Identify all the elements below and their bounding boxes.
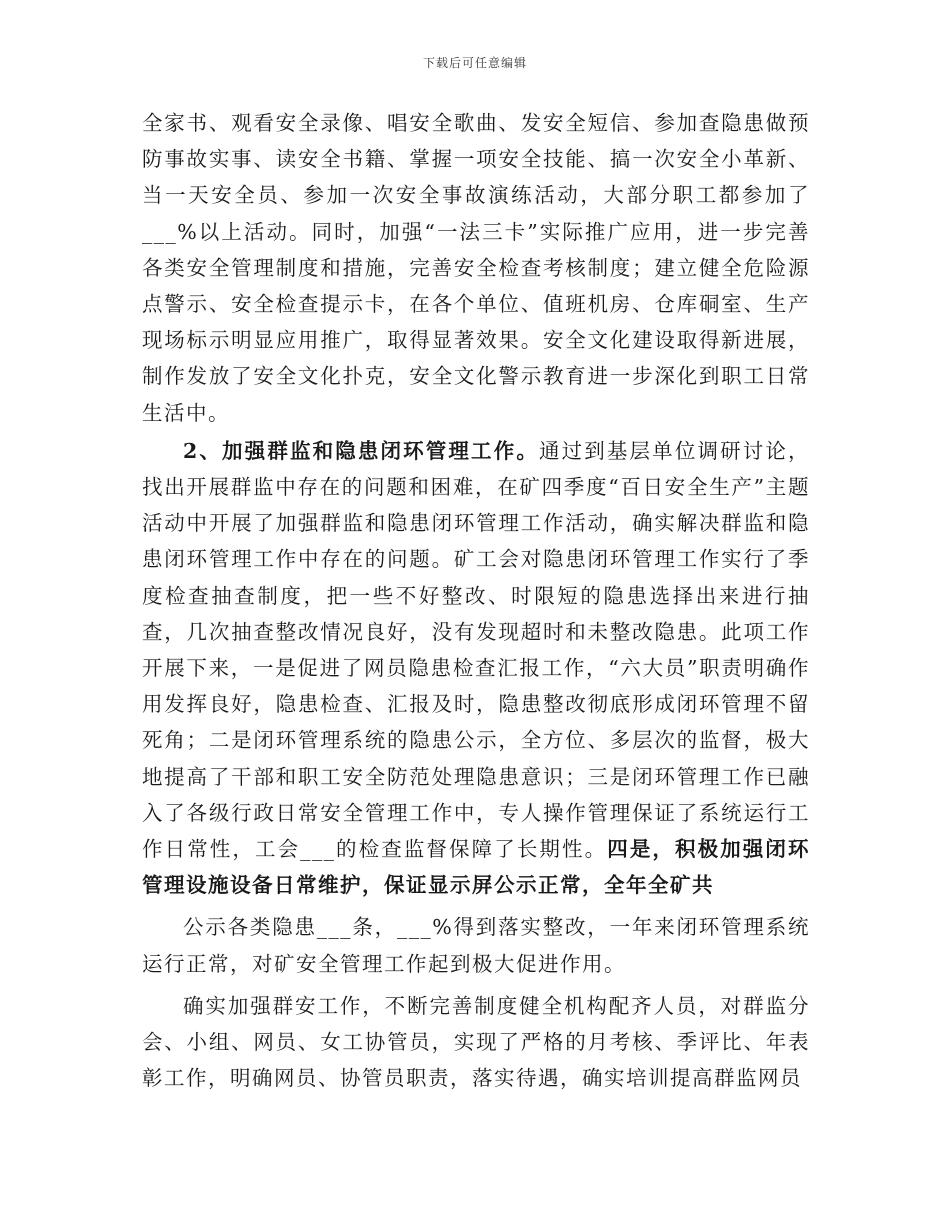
paragraph-hazard-publication: 公示各类隐患___条，___%得到落实整改，一年来闭环管理系统运行正常，对矿安全管理工作起到极大促进作用。 xyxy=(142,915,810,976)
document-body xyxy=(142,105,810,1096)
paragraph-group-supervision xyxy=(142,433,810,904)
paragraph-safety-culture: 全家书、观看安全录像、唱安全歌曲、发安全短信、参加查隐患做预防事故实事、读安全书籍、掌握一项安全技能、搞一次安全小革新、当一天安全员、参加一次安全事故演练活动，大部分职工都参加了___%以上活动。同时，加强“一法三卡”实际推广应用，进一步完善各类安全管理制度和措施，完善安全检查考核制度；建立健全危险源点警示、安全检查提示卡，在各个单位、值班机房、仓库硐室、生产现场标示明显应用推广，取得显著效果。安全文化建设取得新进展，制作发放了安全文化扑克，安全文化警示教育进一步深化到职工日常生活中。 xyxy=(142,111,810,425)
section-heading-group-supervision: 2、加强群监和隐患闭环管理工作。 xyxy=(183,438,539,463)
page-header-note: 下载后可任意编辑 xyxy=(422,56,527,70)
paragraph-group-supervision-bold-tail: 四是，积极加强闭环管理设施设备日常维护，保证显示屏公示正常，全年全矿共 xyxy=(142,837,811,898)
paragraph-group-safety-work: 确实加强群安工作，不断完善制度健全机构配齐人员，对群监分会、小组、网员、女工协管员，实现了严格的月考核、季评比、年表彰工作，明确网员、协管员职责，落实待遇，确实培训提高群监网员 xyxy=(142,993,810,1091)
paragraph-group-supervision-text: 通过到基层单位调研讨论，找出开展群监中存在的问题和困难，在矿四季度“百日安全生产”主题活动中开展了加强群监和隐患闭环管理工作活动，确实解决群监和隐患闭环管理工作中存在的问题。矿工会对隐患闭环管理工作实行了季度检查抽查制度，把一些不好整改、时限短的隐患选择出来进行抽查，几次抽查整改情况良好，没有发现超时和未整改隐患。此项工作开展下来，一是促进了网员隐患检查汇报工作，“六大员”职责明确作用发挥良好，隐患检查、汇报及时，隐患整改彻底形成闭环管理不留死角；二是闭环管理系统的隐患公示，全方位、多层次的监督，极大地提高了干部和职工安全防范处理隐患意识；三是闭环管理工作已融入了各级行政日常安全管理工作中，专人操作管理保证了系统运行工作日常性，工会___的检查监督保障了长期性。 xyxy=(142,438,811,862)
